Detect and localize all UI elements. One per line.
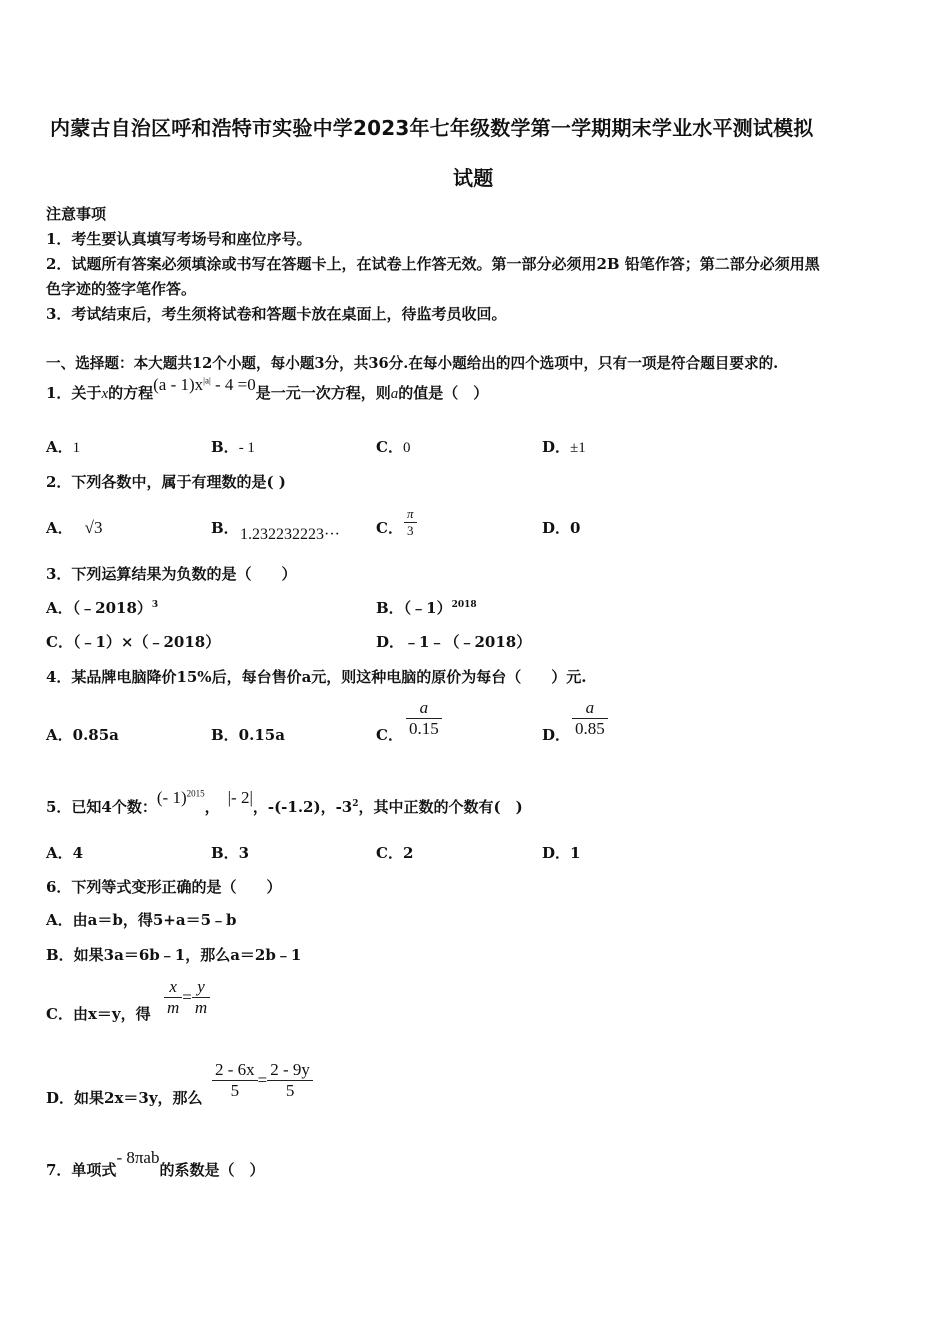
q5-expr2: |- 2| [227,788,253,807]
q5-option-b[interactable]: B．3 [211,844,250,862]
q2-option-d[interactable]: D．0 [542,519,581,537]
page-title: 内蒙古自治区呼和浩特市实验中学2023年七年级数学第一学期期末学业水平测试模拟 [50,116,814,140]
question-2: 2．下列各数中，属于有理数的是( ) [46,473,286,491]
q4-option-c-fraction: $\frac{a}{0.15}$ [406,698,442,739]
q4-option-d[interactable]: D． [542,726,571,744]
q1-var-x: x [101,386,109,402]
notice-heading: 注意事项 [46,205,107,223]
q6-option-c[interactable]: C．由x＝y，得 [46,1005,151,1023]
question-7: 7．单项式- 8πab的系数是（ ） [46,1148,265,1179]
question-3: 3．下列运算结果为负数的是（ ） [46,565,297,583]
q2-option-c-fraction: $\frac{\pi}{3}$ [404,506,417,539]
q5-option-a[interactable]: A．4 [46,844,84,862]
q1-stem: 是一元一次方程，则 [255,384,391,402]
q3-option-c[interactable]: C．（﹣1）×（﹣2018） [46,633,221,651]
q6-option-b[interactable]: B．如果3a＝6b﹣1，那么a＝2b﹣1 [46,946,302,964]
q4-option-d-fraction: $\frac{a}{0.85}$ [572,698,608,739]
q3-option-d[interactable]: D．﹣1﹣（﹣2018） [376,633,532,651]
q4-option-b[interactable]: B．0.15a [211,726,285,744]
q3-option-a[interactable]: A．（﹣2018）$^3$ [46,599,159,617]
question-1 [46,375,489,403]
q2-option-a[interactable]: A． √3 [46,518,103,537]
q4-option-c[interactable]: C． [376,726,403,744]
q1-stem: 的方程 [108,384,154,402]
q5-expr1: (- 1)$^{2015}$ [156,788,205,807]
q5-option-d[interactable]: D．1 [542,844,581,862]
question-6: 6．下列等式变形正确的是（ ） [46,878,282,896]
q1-equation: $(a - 1)x^{|a|} - 4 =0$ [153,375,256,394]
sqrt-icon: √3 [84,518,103,537]
q5-option-c[interactable]: C．2 [376,844,414,862]
question-4: 4．某品牌电脑降价15%后，每台售价a元，则这种电脑的原价为每台（ ）元. [46,668,587,686]
question-5: 5．已知4个数：(- 1)$^{2015}$， |- 2|，-(-1.2)，$-3^2$，其中正数的个数有( ) [46,788,523,816]
q2-option-b-value: 1.232232223··· [240,526,340,543]
q4-option-a[interactable]: A．0.85a [46,726,119,744]
notice-item: 1．考生要认真填写考场号和座位序号。 [46,230,312,248]
q6-option-a[interactable]: A．由a＝b，得5+a＝5﹣b [46,911,237,929]
q1-option-c[interactable]: C．0 [376,438,411,456]
q6-option-d-equation: $\frac{2 - 6x}{5}$ = $\frac{2 - 9y}{5}$ [212,1060,313,1101]
notice-item: 3．考试结束后，考生须将试卷和答题卡放在桌面上，待监考员收回。 [46,305,507,323]
q1-stem: 的值是（ ） [398,384,489,402]
notice-item: 2．试题所有答案必须填涂或书写在答题卡上，在试卷上作答无效。第一部分必须用2B 铅笔作答；第二部分必须用黑 [46,255,820,273]
q2-option-c[interactable]: C． [376,519,403,537]
q3-option-b[interactable]: B．（﹣1）$^{2018}$ [376,599,477,617]
page-title-line2: 试题 [453,166,494,190]
q1-stem: 1．关于 [46,384,102,402]
q1-option-d[interactable]: D．±1 [542,438,586,456]
q6-option-d[interactable]: D．如果2x＝3y，那么 [46,1089,203,1107]
q7-expr: - 8πab [116,1148,160,1167]
notice-item: 色字迹的签字笔作答。 [46,280,197,298]
q1-option-b[interactable]: B．- 1 [211,438,255,456]
q6-option-c-equation: $\frac{x}{m}$ = $\frac{y}{m}$ [164,977,210,1018]
q2-option-b[interactable]: B． [211,519,239,537]
q1-option-a[interactable]: A．1 [46,438,81,456]
section-heading: 一、选择题：本大题共12个小题，每小题3分，共36分.在每小题给出的四个选项中，只有一项是符合题目要求的. [46,355,779,372]
q1-var-a: a [390,386,399,402]
